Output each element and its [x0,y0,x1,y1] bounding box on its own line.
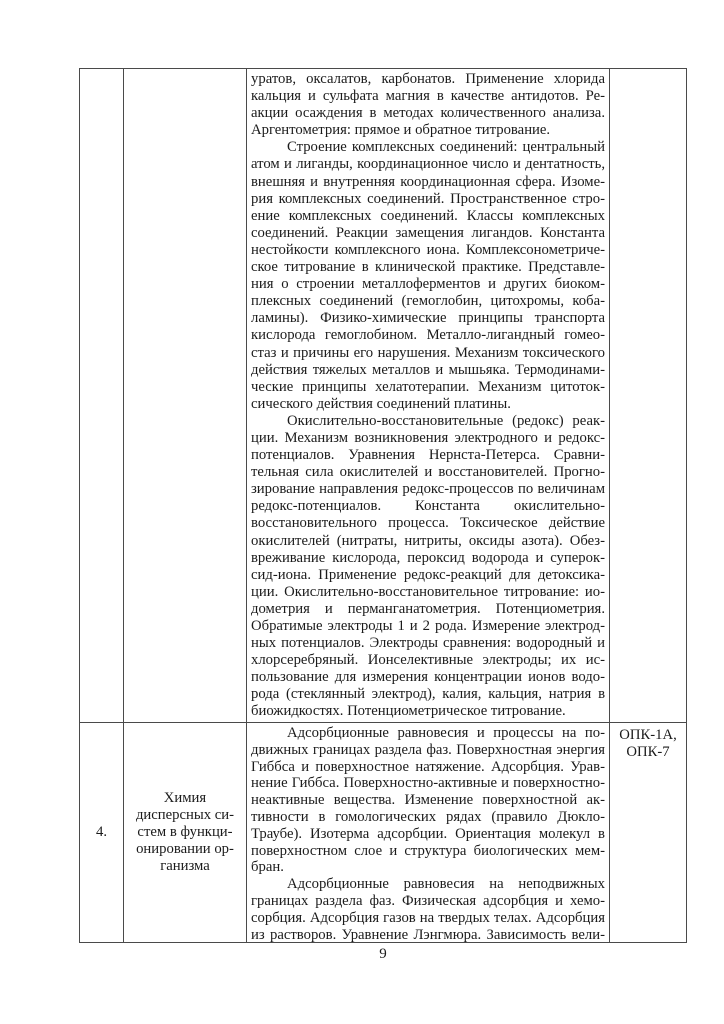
text-line: неактивные вещества. Изменение поверхностной ак- [251,792,605,809]
table-row [80,69,686,722]
text-line: редокс-потенциалов. Константа окислительно- [251,498,605,515]
row-number-cell [80,69,124,722]
text-line: Аргентометрия: прямое и обратное титрование. [251,122,551,139]
table-row [80,722,686,942]
text-line: внешняя и внутренняя координационная сфера. Изоме- [251,173,605,190]
text-line: границах раздела фаз. Физическая адсорбция и хемо- [251,892,605,909]
text-line: ение комплексных соединений. Классы комплексных [251,207,605,224]
text-line: рода (стеклянный электрод), калия, кальция, натрия в [251,686,605,703]
text-line: восстановительного процесса. Токсическое действие [251,515,605,532]
text-line: Окислительно-восстановительные (редокс) реак- [287,412,605,429]
text-line: рия комплексных соединений. Пространственное стро- [251,190,605,207]
text-line: тельная сила окислителей и восстановителей. Прогно- [251,464,605,481]
content-cell [247,723,610,942]
text-line: стаз и причины его нарушения. Механизм токсического [251,344,605,361]
competency-line: ОПК-7 [626,744,670,760]
text-line: тивности в гомологических рядах (правило Дюкло- [251,808,605,825]
text-line: ламины). Физико-химические принципы транспорта [251,310,605,327]
text-line: сорбция. Адсорбция газов на твердых телах. Адсорбция [251,909,605,926]
text-line: нение Гиббса. Поверхностно-активные и поверхностно- [251,775,605,792]
text-line: ния о строении металлоферментов и других биоком- [251,276,605,293]
topic-cell [124,723,247,942]
text-line: соединений. Реакции замещения лигандов. Константа [251,224,605,241]
topic-line: ганизма [160,858,210,874]
text-line: уратов, оксалатов, карбонатов. Применение хлорида [251,71,605,87]
content-cell [247,69,610,722]
text-line: сического действия соединений платины. [251,395,511,412]
text-line: движных границах раздела фаз. Поверхностная энергия [251,741,605,758]
topic-line: Химия [163,790,207,806]
text-line: хлорсеребряный. Ионселективные электроды; их ис- [251,652,605,669]
text-line: нестойкости комплексного иона. Комплексонометриче- [251,241,605,258]
competency-line: ОПК-1А, [619,727,677,743]
topic-line: стем в функци- [137,824,233,840]
text-line: Адсорбционные равновесия и процессы на по- [287,725,605,741]
text-line: биожидкостях. Потенциометрическое титрование. [251,703,566,720]
text-line: акции осаждения в методах количественного анализа. [251,105,605,122]
text-line: действия тяжелых металлов и мышьяка. Термодинами- [251,361,605,378]
text-line: Строение комплексных соединений: центральный [287,139,605,156]
text-line: пользование для измерения концентрации ионов водо- [251,669,605,686]
text-line: вреживание кислорода, пероксид водорода и суперок- [251,549,605,566]
text-line: ческие принципы хелатотерапии. Механизм цитоток- [251,378,605,395]
text-line: Адсорбционные равновесия на неподвижных [287,876,605,893]
text-line: ции. Механизм возникновения электродного и редокс- [251,429,605,446]
text-line: сид-иона. Применение редокс-реакций для детоксика- [251,566,605,583]
text-line: потенциалов. Уравнения Нернста-Петерса. Сравни- [251,447,605,464]
topic-line: онировании ор- [136,841,234,857]
text-line: из растворов. Уравнение Лэнгмюра. Зависимость вели- [251,926,605,942]
text-line: поверхностном слое и структура биологических мем- [251,842,605,859]
competency-cell [610,69,686,722]
topic-cell [124,69,247,722]
topic-line: дисперсных си- [135,807,235,823]
text-line: дометрия и перманганатометрия. Потенциометрия. [251,600,605,617]
text-line: ское титрование в клинической практике. Представле- [251,259,605,276]
text-line: Гиббса и поверхностное натяжение. Адсорбция. Урав- [251,758,605,775]
page-number: 9 [379,946,387,962]
text-line: кислорода гемоглобином. Металло-лигандный гомео- [251,327,605,344]
text-line: зирование направления редокс-процессов по величинам [251,481,605,498]
competency-cell [610,723,686,942]
text-line: Обратимые электроды 1 и 2 рода. Измерение электрод- [251,618,605,634]
text-line: атом и лиганды, координационное число и дентатность, [251,156,605,173]
text-line: ных потенциалов. Электроды сравнения: водородный и [251,635,605,652]
text-line: Траубе). Изотерма адсорбции. Ориентация молекул в [251,825,605,842]
syllabus-table [79,68,687,943]
text-line: кальция и сульфата магния в качестве антидотов. Ре- [251,88,605,105]
text-line: окислителей (нитраты, нитриты, оксиды азота). Обез- [251,532,605,549]
text-line: ции. Окислительно-восстановительное титрование: ио- [251,583,605,600]
text-line: бран. [251,859,284,876]
row-number-cell: 4. [80,723,124,942]
text-line: плексных соединений (гемоглобин, цитохромы, коба- [251,293,605,310]
